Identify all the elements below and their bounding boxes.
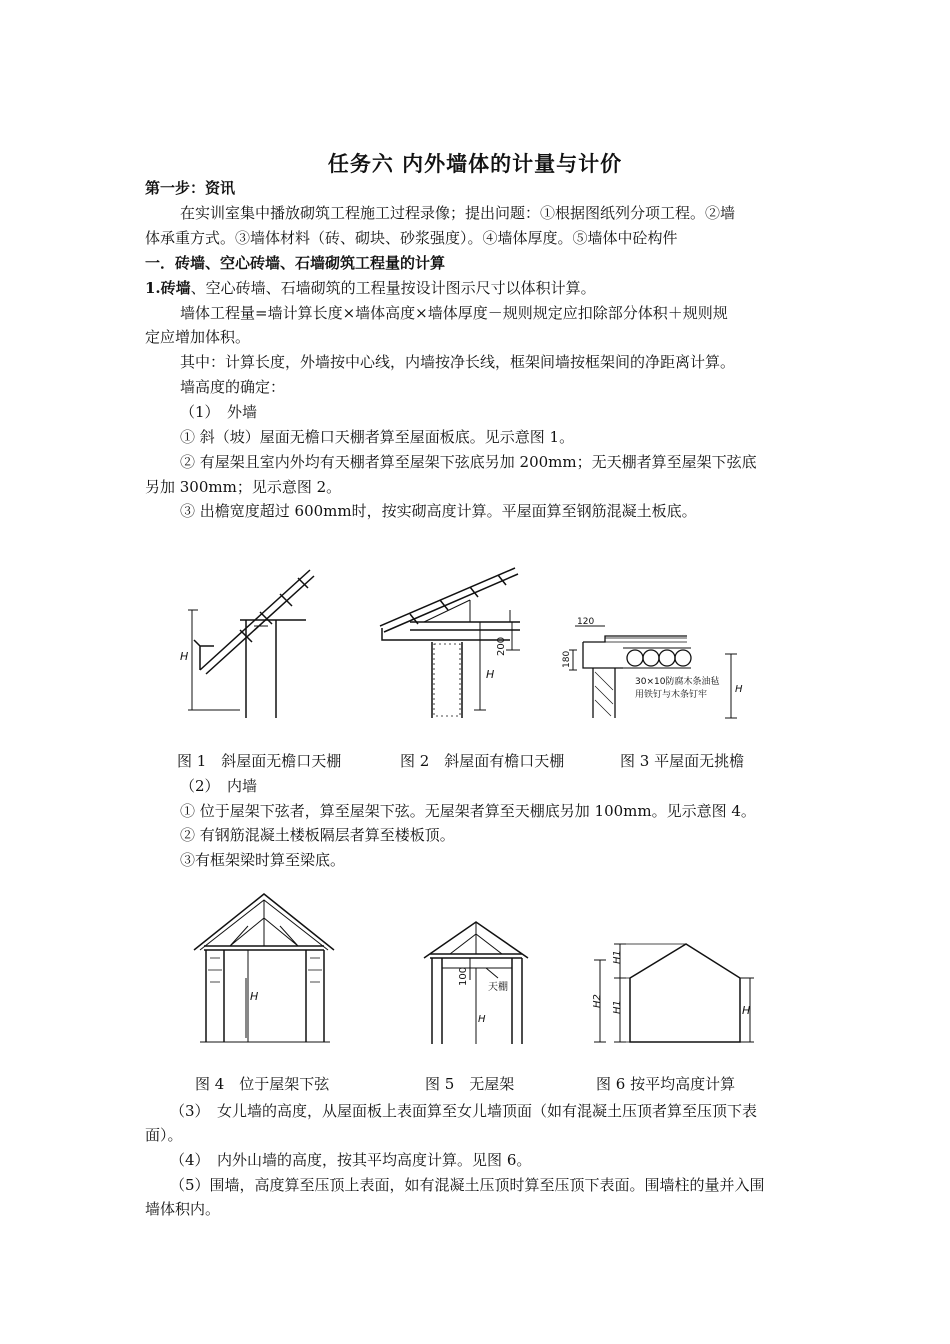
formula-line-2: 定应增加体积。	[145, 328, 251, 346]
figure-1-caption: 图 1 斜屋面无檐口天棚	[177, 752, 342, 770]
figure-2-caption: 图 2 斜屋面有檐口天棚	[400, 752, 565, 770]
fig6-h-label: H	[742, 1004, 751, 1017]
fig1-h-label: H	[180, 650, 189, 663]
figure-5-diagram	[420, 918, 540, 1048]
fence-line-1: （5）围墙，高度算至压顶上表面，如有混凝土压顶时算至压顶下表面。围墙柱的量并入围	[170, 1176, 765, 1194]
fence-line-2: 墙体积内。	[145, 1200, 221, 1218]
figure-4-diagram	[190, 888, 350, 1048]
outer-wall-heading: （1） 外墙	[180, 403, 258, 421]
page-title: 任务六 内外墙体的计量与计价	[327, 151, 623, 176]
figure-1-diagram	[180, 560, 330, 720]
intro-line-1: 在实训室集中播放砌筑工程施工过程录像；提出问题：①根据图纸列分项工程。②墙	[180, 204, 736, 222]
fig5-ceiling-label: 天棚	[488, 982, 508, 993]
fig2-h-label: H	[486, 668, 495, 681]
fig3-note-2: 用铁钉与木条钉牢	[635, 690, 708, 700]
paragraph-1	[145, 276, 596, 300]
figure-6-diagram	[590, 938, 760, 1048]
parapet-line-2: 面）。	[145, 1126, 183, 1144]
figure-3-caption: 图 3 平屋面无挑檐	[620, 752, 745, 770]
figure-5-caption: 图 5 无屋架	[425, 1075, 515, 1093]
inner-item-1: ① 位于屋架下弦者，算至屋架下弦。无屋架者算至天棚底另加 100mm。见示意图 4。	[180, 802, 756, 820]
inner-wall-heading: （2） 内墙	[180, 777, 258, 795]
paragraph-length: 其中：计算长度，外墙按中心线，内墙按净长线，框架间墙按框架间的净距离计算。	[180, 353, 736, 371]
fig6-h2-label: H2	[592, 994, 603, 1008]
figure-3-diagram	[562, 614, 755, 724]
step-heading: 第一步：资讯	[145, 179, 236, 197]
outer-item-2b: 另加 300mm；见示意图 2。	[145, 478, 342, 496]
figure-2-diagram	[370, 560, 550, 720]
fig5-100-label: 100	[458, 966, 469, 986]
paragraph-1-text: 、空心砖墙、石墙砌筑的工程量按设计图示尺寸以体积计算。	[190, 279, 596, 297]
gable-wall-line: （4） 内外山墙的高度，按其平均高度计算。见图 6。	[170, 1151, 532, 1169]
outer-item-3: ③ 出檐宽度超过 600mm时，按实砌高度计算。平屋面算至钢筋混凝土板底。	[180, 502, 697, 520]
outer-item-2a: ② 有屋架且室内外均有天棚者算至屋架下弦底另加 200mm；无天棚者算至屋架下弦底	[180, 453, 757, 471]
fig3-180-label: 180	[562, 650, 572, 668]
fig6-h1-top-label: H1	[612, 950, 623, 964]
paragraph-1-bold: 1.砖墙	[145, 279, 191, 297]
fig6-h1-label: H1	[612, 1000, 623, 1014]
fig2-200-label: 200	[496, 636, 507, 656]
formula-line-1: 墙体工程量=墙计算长度×墙体高度×墙体厚度－规则规定应扣除部分体积＋规则规	[180, 304, 728, 322]
inner-item-2: ② 有钢筋混凝土楼板隔层者算至楼板顶。	[180, 826, 455, 844]
fig5-h-label: H	[478, 1014, 486, 1025]
intro-line-2: 体承重方式。③墙体材料（砖、砌块、砂浆强度）。④墙体厚度。⑤墙体中砼构件	[145, 229, 678, 247]
figure-6-caption: 图 6 按平均高度计算	[596, 1075, 736, 1093]
fig3-120-label: 120	[577, 617, 595, 627]
section-heading: 一．砖墙、空心砖墙、石墙砌筑工程量的计算	[145, 254, 446, 272]
outer-item-1: ① 斜（坡）屋面无檐口天棚者算至屋面板底。见示意图 1。	[180, 428, 575, 446]
fig4-h-label: H	[250, 990, 259, 1003]
figure-4-caption: 图 4 位于屋架下弦	[195, 1075, 330, 1093]
parapet-line-1: （3） 女儿墙的高度，从屋面板上表面算至女儿墙顶面（如有混凝土压顶者算至压顶下表	[170, 1102, 758, 1120]
fig3-h-label: H	[735, 684, 743, 695]
paragraph-height: 墙高度的确定：	[180, 378, 286, 396]
fig3-note-1: 30×10防腐木条油毡	[635, 677, 720, 687]
inner-item-3: ③有框架梁时算至梁底。	[180, 851, 346, 869]
